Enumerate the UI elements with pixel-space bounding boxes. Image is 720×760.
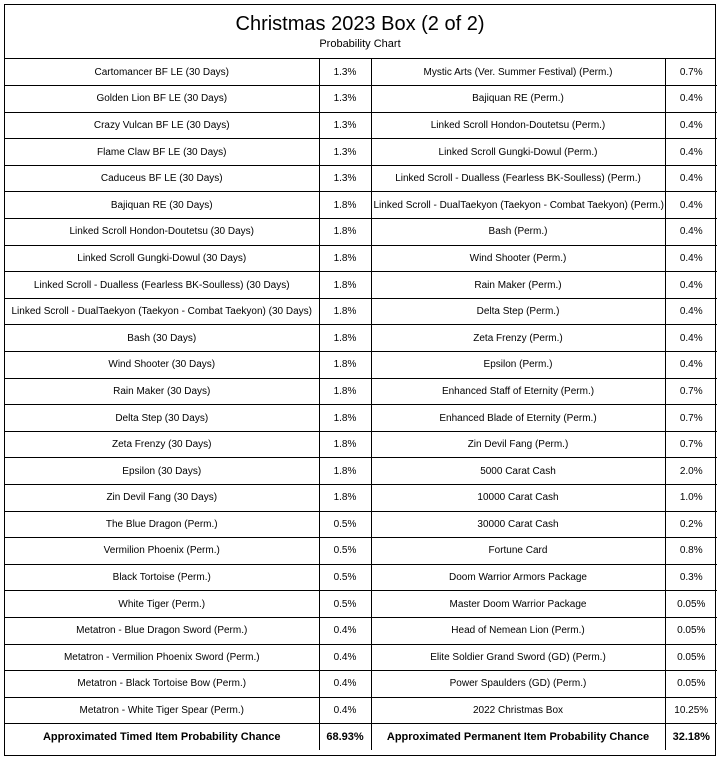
perm-item-probability: 1.0%: [665, 485, 717, 512]
perm-item-probability: 0.4%: [665, 86, 717, 113]
perm-item-probability: 0.4%: [665, 272, 717, 299]
perm-item-name: Epsilon (Perm.): [371, 352, 665, 379]
perm-item-name: Enhanced Staff of Eternity (Perm.): [371, 378, 665, 405]
perm-item-probability: 0.4%: [665, 325, 717, 352]
timed-item-probability: 1.3%: [319, 59, 371, 86]
table-row: [5, 671, 717, 698]
perm-item-probability: 0.4%: [665, 165, 717, 192]
table-row: [5, 112, 717, 139]
perm-item-probability: 0.7%: [665, 378, 717, 405]
perm-item-name: 30000 Carat Cash: [371, 511, 665, 538]
timed-item-name: White Tiger (Perm.): [5, 591, 319, 618]
timed-item-probability: 1.8%: [319, 485, 371, 512]
perm-item-name: Zeta Frenzy (Perm.): [371, 325, 665, 352]
perm-item-name: Head of Nemean Lion (Perm.): [371, 617, 665, 644]
timed-item-name: Metatron - Black Tortoise Bow (Perm.): [5, 671, 319, 698]
timed-item-name: Delta Step (30 Days): [5, 405, 319, 432]
perm-item-name: Linked Scroll Hondon-Doutetsu (Perm.): [371, 112, 665, 139]
perm-item-name: Mystic Arts (Ver. Summer Festival) (Perm.): [371, 59, 665, 86]
perm-item-probability: 0.3%: [665, 564, 717, 591]
perm-item-name: Zin Devil Fang (Perm.): [371, 431, 665, 458]
table-row: [5, 617, 717, 644]
perm-item-probability: 0.4%: [665, 298, 717, 325]
table-row: [5, 564, 717, 591]
timed-item-probability: 1.8%: [319, 458, 371, 485]
table-row: [5, 431, 717, 458]
chart-header: [5, 5, 715, 59]
timed-item-probability: 1.3%: [319, 112, 371, 139]
timed-item-probability: 1.8%: [319, 192, 371, 219]
perm-item-probability: 0.4%: [665, 112, 717, 139]
timed-item-name: Crazy Vulcan BF LE (30 Days): [5, 112, 319, 139]
timed-total-value: 68.93%: [319, 724, 371, 751]
timed-item-probability: 1.8%: [319, 298, 371, 325]
perm-item-probability: 0.4%: [665, 139, 717, 166]
perm-item-name: Linked Scroll - Dualless (Fearless BK-Soulless) (Perm.): [371, 165, 665, 192]
timed-item-probability: 1.3%: [319, 165, 371, 192]
timed-item-name: Linked Scroll - DualTaekyon (Taekyon - Combat Taekyon) (30 Days): [5, 298, 319, 325]
timed-item-probability: 1.8%: [319, 245, 371, 272]
perm-item-probability: 0.4%: [665, 352, 717, 379]
timed-item-name: Bash (30 Days): [5, 325, 319, 352]
timed-item-name: Vermilion Phoenix (Perm.): [5, 538, 319, 565]
timed-item-probability: 0.5%: [319, 538, 371, 565]
perm-item-name: Bajiquan RE (Perm.): [371, 86, 665, 113]
perm-item-probability: 0.8%: [665, 538, 717, 565]
perm-item-name: Power Spaulders (GD) (Perm.): [371, 671, 665, 698]
perm-item-name: Doom Warrior Armors Package: [371, 564, 665, 591]
timed-item-probability: 0.4%: [319, 617, 371, 644]
timed-item-name: Epsilon (30 Days): [5, 458, 319, 485]
table-row: [5, 644, 717, 671]
timed-item-probability: 0.4%: [319, 644, 371, 671]
perm-item-name: Rain Maker (Perm.): [371, 272, 665, 299]
timed-item-name: Cartomancer BF LE (30 Days): [5, 59, 319, 86]
table-row: [5, 139, 717, 166]
timed-item-name: Golden Lion BF LE (30 Days): [5, 86, 319, 113]
timed-item-probability: 0.5%: [319, 591, 371, 618]
perm-item-probability: 0.4%: [665, 245, 717, 272]
table-row: [5, 405, 717, 432]
timed-item-probability: 1.8%: [319, 431, 371, 458]
timed-item-name: Black Tortoise (Perm.): [5, 564, 319, 591]
table-body: [5, 59, 717, 724]
table-row: [5, 485, 717, 512]
timed-item-name: Metatron - Vermilion Phoenix Sword (Perm.): [5, 644, 319, 671]
perm-item-name: Enhanced Blade of Eternity (Perm.): [371, 405, 665, 432]
perm-item-probability: 0.7%: [665, 405, 717, 432]
timed-item-name: Rain Maker (30 Days): [5, 378, 319, 405]
perm-item-name: Wind Shooter (Perm.): [371, 245, 665, 272]
timed-item-name: Metatron - Blue Dragon Sword (Perm.): [5, 617, 319, 644]
perm-item-name: 2022 Christmas Box: [371, 697, 665, 724]
timed-item-probability: 1.8%: [319, 325, 371, 352]
timed-item-probability: 1.8%: [319, 219, 371, 246]
table-row: [5, 298, 717, 325]
perm-item-name: Linked Scroll - DualTaekyon (Taekyon - Combat Taekyon) (Perm.): [371, 192, 665, 219]
perm-item-probability: 0.4%: [665, 192, 717, 219]
table-row: [5, 538, 717, 565]
table-row: [5, 325, 717, 352]
table-row: [5, 245, 717, 272]
timed-item-name: Linked Scroll Hondon-Doutetsu (30 Days): [5, 219, 319, 246]
summary-row: [5, 724, 717, 751]
table-row: [5, 591, 717, 618]
page-title: Christmas 2023 Box (2 of 2): [235, 13, 485, 35]
table-row: [5, 378, 717, 405]
timed-item-name: Metatron - White Tiger Spear (Perm.): [5, 697, 319, 724]
table-row: [5, 272, 717, 299]
timed-item-probability: 1.8%: [319, 272, 371, 299]
table-row: [5, 352, 717, 379]
probability-table: [5, 59, 717, 750]
perm-item-probability: 10.25%: [665, 697, 717, 724]
perm-item-name: Elite Soldier Grand Sword (GD) (Perm.): [371, 644, 665, 671]
timed-item-probability: 1.3%: [319, 86, 371, 113]
perm-item-probability: 0.7%: [665, 59, 717, 86]
timed-item-name: The Blue Dragon (Perm.): [5, 511, 319, 538]
table-row: [5, 458, 717, 485]
table-row: [5, 59, 717, 86]
perm-total-label: Approximated Permanent Item Probability Chance: [371, 724, 665, 751]
timed-item-probability: 1.8%: [319, 352, 371, 379]
table-row: [5, 192, 717, 219]
probability-chart: [4, 4, 716, 756]
perm-item-probability: 0.4%: [665, 219, 717, 246]
perm-item-name: 5000 Carat Cash: [371, 458, 665, 485]
perm-item-name: Delta Step (Perm.): [371, 298, 665, 325]
timed-item-probability: 0.4%: [319, 671, 371, 698]
table-row: [5, 219, 717, 246]
table-row: [5, 165, 717, 192]
timed-item-name: Zeta Frenzy (30 Days): [5, 431, 319, 458]
timed-item-name: Linked Scroll - Dualless (Fearless BK-Soulless) (30 Days): [5, 272, 319, 299]
perm-item-probability: 0.05%: [665, 671, 717, 698]
timed-total-label: Approximated Timed Item Probability Chance: [5, 724, 319, 751]
perm-item-name: Fortune Card: [371, 538, 665, 565]
page-subtitle: Probability Chart: [319, 38, 401, 50]
perm-item-probability: 0.05%: [665, 591, 717, 618]
table-row: [5, 86, 717, 113]
timed-item-probability: 1.3%: [319, 139, 371, 166]
perm-total-value: 32.18%: [665, 724, 717, 751]
timed-item-name: Wind Shooter (30 Days): [5, 352, 319, 379]
timed-item-probability: 1.8%: [319, 405, 371, 432]
timed-item-name: Caduceus BF LE (30 Days): [5, 165, 319, 192]
table-row: [5, 697, 717, 724]
perm-item-name: Linked Scroll Gungki-Dowul (Perm.): [371, 139, 665, 166]
timed-item-probability: 1.8%: [319, 378, 371, 405]
timed-item-name: Bajiquan RE (30 Days): [5, 192, 319, 219]
perm-item-probability: 0.7%: [665, 431, 717, 458]
timed-item-probability: 0.5%: [319, 564, 371, 591]
timed-item-probability: 0.5%: [319, 511, 371, 538]
perm-item-probability: 2.0%: [665, 458, 717, 485]
perm-item-probability: 0.05%: [665, 644, 717, 671]
perm-item-name: 10000 Carat Cash: [371, 485, 665, 512]
perm-item-probability: 0.05%: [665, 617, 717, 644]
timed-item-name: Zin Devil Fang (30 Days): [5, 485, 319, 512]
timed-item-probability: 0.4%: [319, 697, 371, 724]
timed-item-name: Flame Claw BF LE (30 Days): [5, 139, 319, 166]
timed-item-name: Linked Scroll Gungki-Dowul (30 Days): [5, 245, 319, 272]
perm-item-name: Master Doom Warrior Package: [371, 591, 665, 618]
perm-item-name: Bash (Perm.): [371, 219, 665, 246]
perm-item-probability: 0.2%: [665, 511, 717, 538]
table-row: [5, 511, 717, 538]
